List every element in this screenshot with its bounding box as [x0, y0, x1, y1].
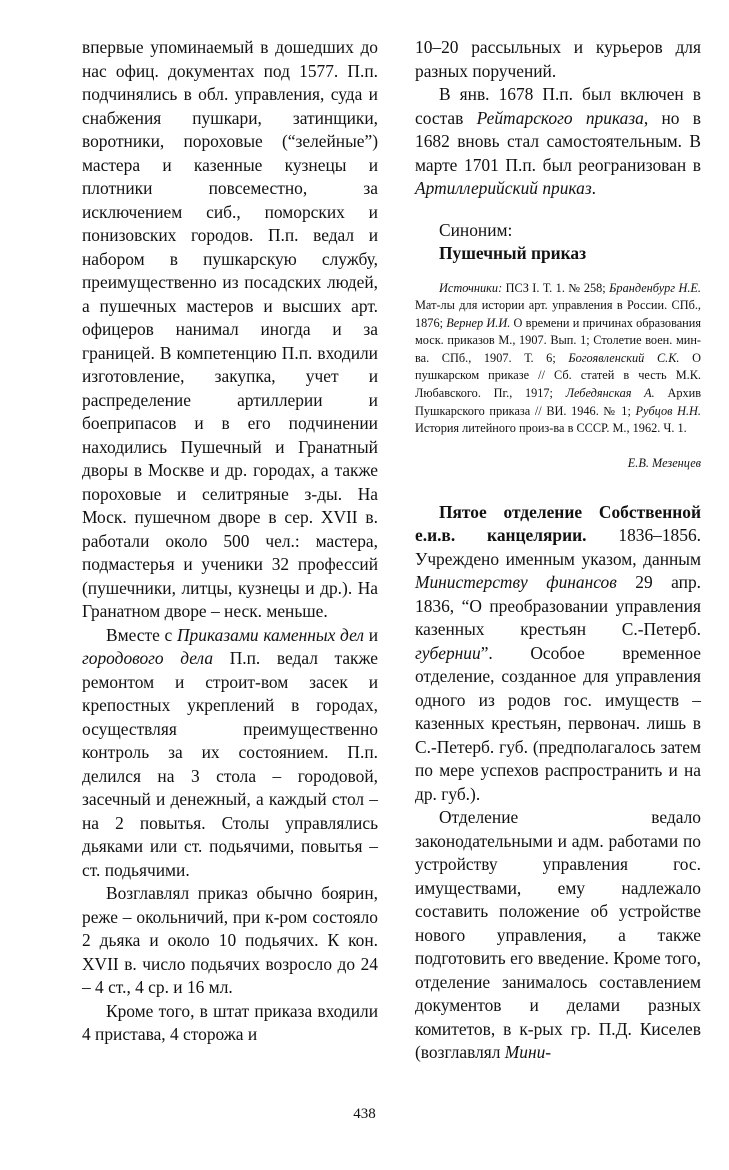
left-column	[82, 36, 378, 1047]
entry-title: Пятое отделение Собственной е.и.в. канцелярии.	[415, 501, 701, 546]
synonym-label: Синоним:	[439, 219, 513, 240]
sources: Источники: ПСЗ I. Т. 1. № 258; Бранденбург Н.Е. Мат-лы для истории арт. управления в России. СПб., 1876; Вернер И.И. О времени и причинах образования моск. приказов М., 1907. Вып. 1; Столетие воен. мин-ва. СПб., 1907. Т. 6; Богоявленский С.К. О пушкарском приказе // Сб. статей в честь М.К. Любавского. Пг., 1917; Лебедянская А. Архив Пушкарского приказа // ВИ. 1946. № 1; Рубцов Н.Н. История литейного произ-ва в СССР. М., 1962. Ч. 1.	[415, 280, 702, 436]
synonym-term: Пушечный приказ	[439, 243, 587, 263]
author-signature: Е.В. Мезенцев	[627, 455, 701, 470]
page-number: 438	[353, 1106, 376, 1122]
paragraph: Возглавлял приказ обычно боярин, реже – окольничий, при к-ром состояло 2 дьяка и около 10 подьячих. К кон. XVII в. число подьячих возросло до 24 – 4 ст., 4 ср. и 16 мл.	[82, 883, 378, 997]
entry-heading-paragraph: Пятое отделение Собственной е.и.в. канцелярии. 1836–1856. Учреждено именным указом, данным Министерству финансов 29 апр. 1836, “О преобразовании управления казенных крестьян С.-Петерб. губернии”. Особое временное отделение, созданное для управления одного из родов гос. имуществ – казенных крестьян, первонач. лишь в С.-Петерб. губ. (предполагалось затем по мере успехов распространить и на др. губ.).	[415, 501, 701, 804]
paragraph: Кроме того, в штат приказа входили 4 пристава, 4 сторожа и	[82, 1000, 378, 1044]
right-column	[415, 36, 701, 1065]
paragraph: В янв. 1678 П.п. был включен в состав Рейтарского приказа, но в 1682 вновь стал самостоятельным. В марте 1701 П.п. был реогранизован в Артиллерийский приказ.	[415, 84, 701, 198]
paragraph: впервые упоминаемый в дошедших до нас офиц. документах под 1577. П.п. подчинялись в обл. управления, суда и снабжения пушкари, затинщики, воротники, пороховые (“зелейные”) мастера и казенные кузнецы и плотники повсеместно, за исключением сиб., поморских и понизовских городов. П.п. ведал и набором в пушкарскую службу, преимущественно из посадских людей, а пушечных мастеров и высших арт. офицеров нанимал иногда и за границей. В компетенцию П.п. входили изготовление, закупка, учет и распределение артиллерии и боеприпасов и в его подчинении находились Пушечный и Гранатный дворы в Москве и др. городах, а также пороховые и селитряные з-ды. На Моск. пушечном дворе в сер. XVII в. работали около 500 чел.: мастера, подмастерья и ученики 32 профессий (пушечники, литцы, кузнецы и др.). На Гранатном дворе – неск. меньше.	[82, 37, 378, 621]
paragraph: Вместе с Приказами каменных дел и городового дела П.п. ведал также ремонтом и строит-вом засек и крепостных укреплений в городах, осуществляя преимущественно контроль за их состоянием. П.п. делился на 3 стола – городовой, засечный и денежный, а каждый стол – на 2 повытья. Столы управлялись дьяками или ст. подьячими, повытья – ст. подьячими.	[82, 624, 379, 880]
paragraph: Отделение ведало законодательными и адм. работами по устройству управления гос. имуществами, ему надлежало составить положение об устройстве нового управления, а также подготовить его введение. Кроме того, отделение занималось составлением документов и делами разных комитетов, в к-рых гр. П.Д. Киселев (возглавлял Мини-	[415, 807, 701, 1063]
paragraph: 10–20 рассыльных и курьеров для разных поручений.	[415, 37, 701, 81]
